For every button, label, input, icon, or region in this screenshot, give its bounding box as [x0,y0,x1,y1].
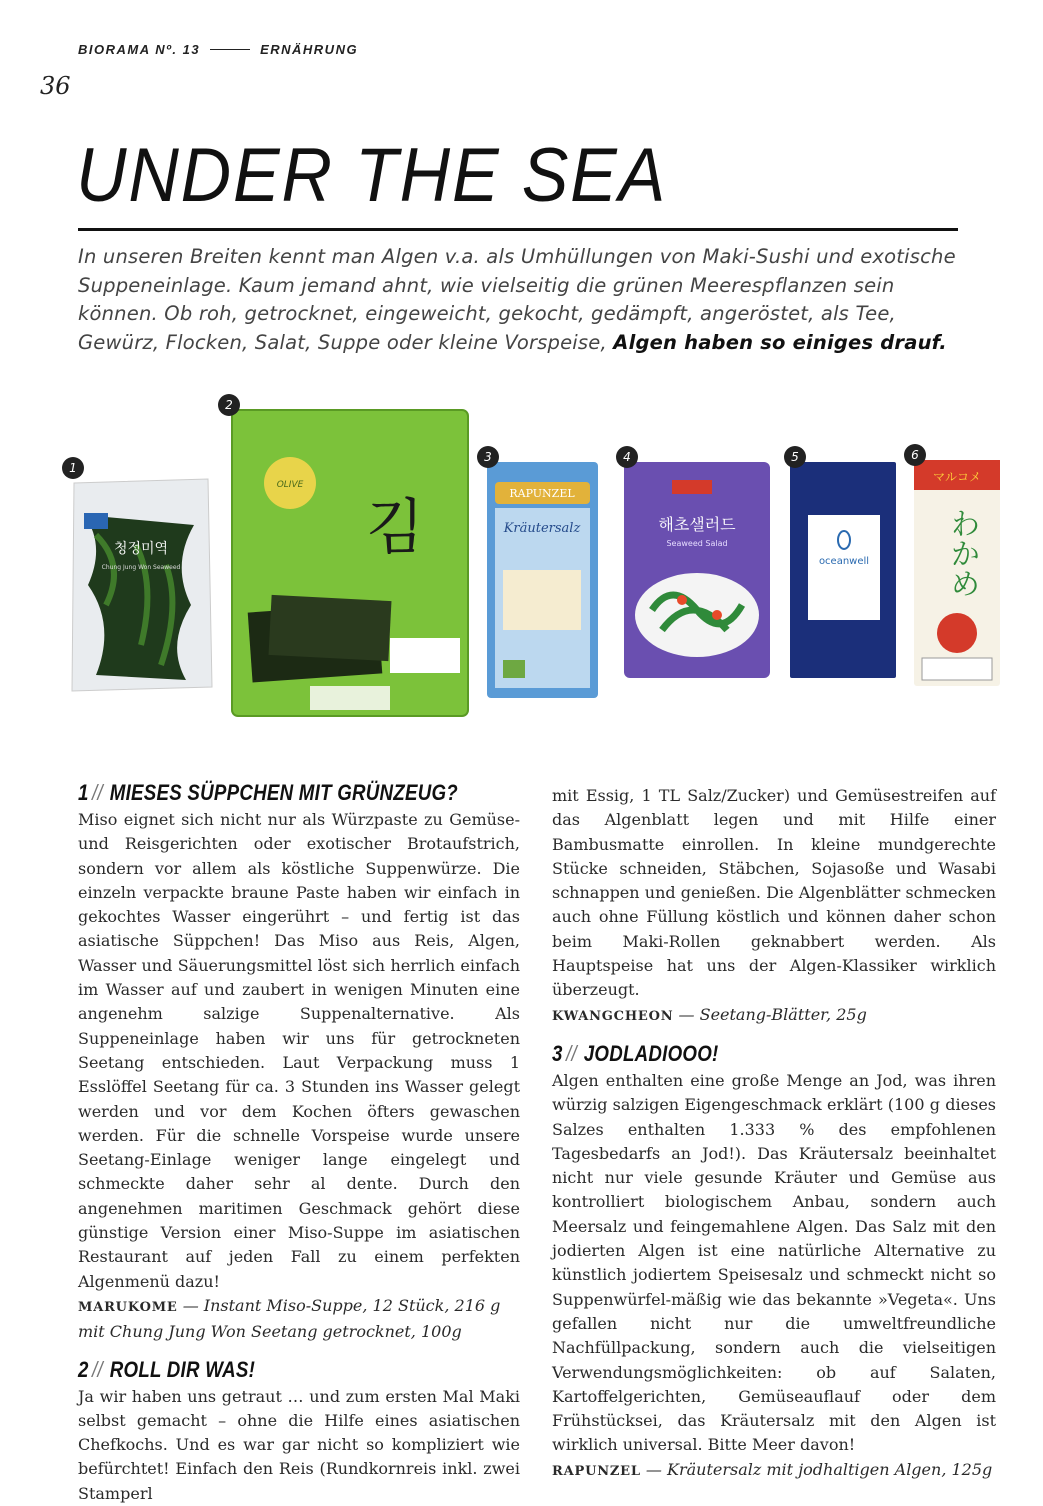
product-6-number: 6 [904,444,926,466]
header-rule [210,49,250,50]
product-2-number: 2 [218,394,240,416]
product-4-sub: Seaweed Salad [666,539,728,548]
product-1-wakame-pack [66,461,216,695]
left-column [78,780,520,1506]
section-1-product: — Instant Miso-Suppe, 12 Stück, 216 g mit Chung Jung Won Seetang getrocknet, 100g [78,1295,501,1342]
section-3-credit [552,1458,996,1484]
section-1-brand: MARUKOME [78,1299,178,1315]
product-photos [0,380,1043,740]
section-1-credit [78,1294,520,1345]
product-3-text: Kräutersalz [503,521,581,536]
section-3-body: Algen enthalten eine große Menge an Jod, was ihren würzig salzigen Eigengeschmack erklärt (100 g dieses Salzes enthalten 1.333 % des empfohlenen Tagesbedarfs an Jod!). Das Kräutersalz beeinhaltet nicht nur viele gesunde Kräuter und Gemüse aus kontrolliert biologischem Anbau, sondern auch Meersalz und feingemahlene Algen. Das Salz mit den jodierten Algen ist eine natürliche Alternative zu künstlich jodiertem Speisesalz und schmeckt nicht so Suppenwürfel-mäßig wie das bekannte »Vegeta«. Uns gefallen nicht nur die umweltfreundliche Nachfüllpackung, sondern auch die vielseitigen Verwendungsmöglichkeiten: ob auf Salaten, Kartoffelgerichten, Gemüseauflauf oder dem Frühstücksei, das Kräutersalz mit den Algen ist wirklich universal. Bitte Meer davon! [552,1070,996,1455]
page-number: 36 [40,72,71,100]
product-2-text: 김 [366,493,424,563]
product-1-sub: Chung Jung Won Seaweed [101,564,181,571]
section-2-credit [552,1003,996,1029]
section-3-brand: RAPUNZEL [552,1463,641,1479]
section-2-heading: 2 // ROLL DIR WAS! [78,1356,256,1382]
product-5-oceanwell [788,450,898,680]
section-3-heading: 3 // JODLADIOOO! [552,1040,719,1066]
section-2-product: — Seetang-Blätter, 25g [678,1004,867,1024]
product-6-text: わかめ [944,508,980,598]
section-2-brand: KWANGCHEON [552,1008,674,1024]
product-4-number: 4 [616,446,638,468]
section-name: ERNÄHRUNG [260,42,359,57]
article-lead [78,243,978,357]
section-2-body-part2: mit Essig, 1 TL Salz/Zucker) und Gemüsestreifen auf das Algenblatt legen und mit Hilfe einer Bambusmatte einrollen. In kleine mundgerechte Stücke schneiden, Stäbchen, Sojasoße und Wasabi schnappen und genießen. Die Algenblätter schmecken auch ohne Füllung köstlich und können daher schon beim Maki-Rollen geknabbert werden. Als Hauptspeise hat uns der Algen-Klassiker wirklich überzeugt. [552,786,996,1000]
product-5-number: 5 [784,446,806,468]
article-title: UNDER THE SEA [76,133,668,218]
product-5-text: oceanwell [818,556,870,567]
product-2-sub: OLIVE [276,480,304,490]
product-3-number: 3 [477,446,499,468]
section-1-body: Miso eignet sich nicht nur als Würzpaste zu Gemüse- und Reisgerichten oder exotischer Brotaufstrich, sondern vor allem als köstliche Suppenwürze. Die einzeln verpackte braune Paste haben wir einfach in gekochtes Wasser eingerührt – und fertig ist das asiatische Süppchen! Das Miso aus Reis, Algen, Wasser und Säuerungsmittel löst sich herrlich einfach im Wasser auf und zaubert in wenigen Minuten eine angenehm salzige Suppenalternative. Als Suppeneinlage haben wir uns für getrockneten Seetang entschieden. Laut Verpackung muss 1 Esslöffel Seetang für ca. 3 Stunden ins Wasser gelegt werden und vor dem Kochen öfters gewaschen werden. Für die schnelle Vorspeise wurde unsere Seetang-Einlage weniger lange eingelegt und schmeckte daher sehr al dente. Durch den angenehmen maritimen Geschmack gehört diese günstige Version einer Miso-Suppe im asiatischen Restaurant auf jeden Fall zu einem perfekten Algenmenü dazu! [78,810,520,1291]
magazine-name: BIORAMA Nº. 13 [78,42,201,57]
section-2-body-part1: Ja wir haben uns getraut … und zum ersten Mal Maki selbst gemacht – ohne die Hilfe eines asiatischen Chefkochs. Und es war gar nicht so kompliziert wie befürchtet! Einfach den Reis (Rundkornreis inkl. zwei Stamperl [78,1386,520,1503]
product-1-number: 1 [62,457,84,479]
right-column [552,784,996,1484]
product-4-text: 해초샐러드 [658,515,736,534]
section-1-heading: 1 // MIESES SÜPPCHEN MIT GRÜNZEUG? [78,780,458,805]
product-2-nori-pack [225,398,470,718]
product-3-kraeutersalz [484,450,600,700]
section-3-product: — Kräutersalz mit jodhaltigen Algen, 125g [645,1459,993,1479]
product-6-sub: マルコメ [932,470,982,484]
product-1-text: 청정미역 [113,541,169,557]
product-6-miso-soup [911,448,1002,688]
product-4-seaweed-salad [622,450,772,680]
lead-bold: Algen haben so einiges drauf. [613,330,947,354]
product-3-sub: RAPUNZEL [509,487,575,500]
running-header [78,42,358,57]
title-rule [78,228,958,231]
lead-text: In unseren Breiten kennt man Algen v.a. als Umhüllungen von Maki-Sushi und exotische Suppeneinlage. Kaum jemand ahnt, wie vielseitig die grünen Meerespflanzen sein können. Ob roh, getrocknet, eingeweicht, gekocht, gedämpft, angeröstet, als Tee, Gewürz, Flocken, Salat, Suppe oder kleine Vorspeise, [78,245,956,354]
